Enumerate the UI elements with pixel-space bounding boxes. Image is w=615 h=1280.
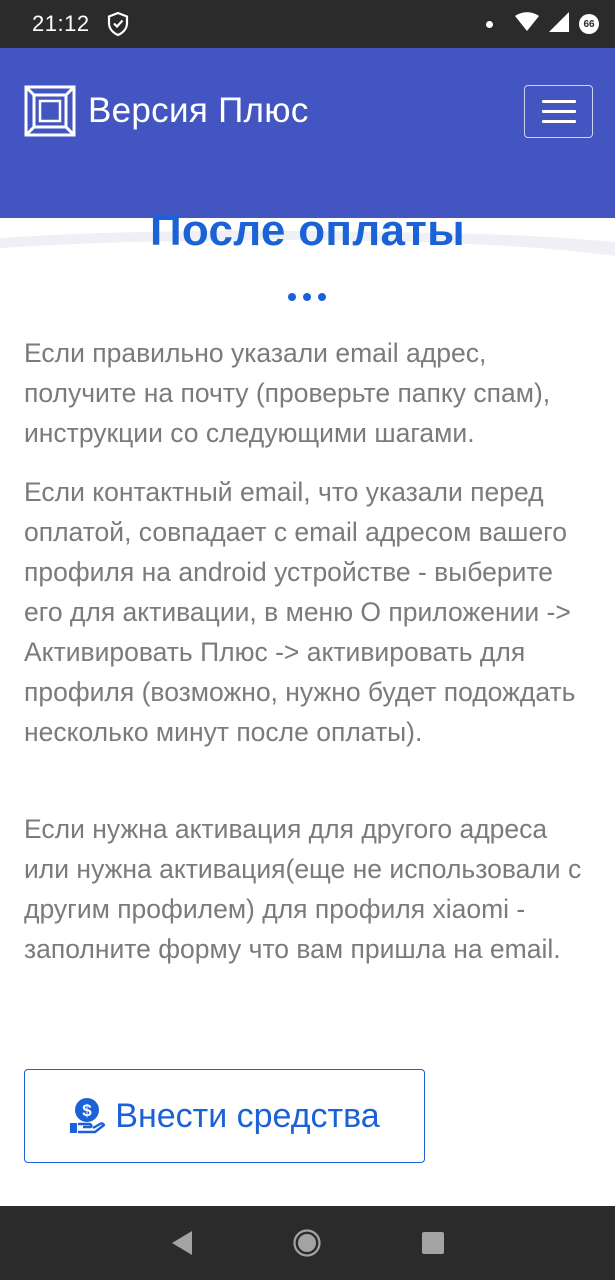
paragraph-android-activation: Если контактный email, что указали перед оплатой, совпадает с email адресом вашего профиля на android устройстве - выберите его для активации, в меню О приложении -> Активировать Плюс -> активировать для профиля (возможно, нужно будет подождать несколько минут после оплаты). — [24, 477, 576, 747]
paragraph-other-address: Если нужна активация для другого адреса или нужна активация(еще не использовали с другим профилем) для профиля xiaomi - заполните форму что вам пришла на email. — [24, 814, 582, 964]
hand-coin-dollar-icon — [69, 1097, 105, 1135]
status-icons — [486, 12, 599, 37]
deposit-funds-button[interactable] — [24, 1069, 425, 1163]
shield-icon — [106, 11, 130, 37]
status-time: 21:12 — [32, 11, 90, 36]
notification-dot-icon — [486, 21, 493, 28]
recents-square-icon[interactable] — [422, 1232, 444, 1254]
wifi-icon — [515, 12, 539, 37]
back-triangle-icon[interactable] — [170, 1230, 194, 1256]
status-bar — [0, 0, 615, 48]
home-circle-icon[interactable] — [293, 1229, 321, 1257]
dot — [303, 293, 311, 301]
battery-icon: 66 — [579, 14, 599, 34]
title-dots-decoration — [288, 293, 326, 301]
hamburger-menu-button[interactable] — [524, 85, 593, 138]
brand-name: Версия Плюс — [88, 91, 309, 130]
brand-link[interactable] — [24, 85, 309, 137]
hamburger-menu-bar — [542, 110, 576, 113]
android-nav-bar — [0, 1206, 615, 1280]
dot — [288, 293, 296, 301]
svg-text:$: $ — [82, 1101, 92, 1120]
dot — [318, 293, 326, 301]
square-frame-logo-icon — [24, 85, 76, 137]
site-header — [0, 48, 615, 218]
signal-icon — [549, 12, 569, 37]
paragraph-email-instructions: Если правильно указали email адрес, получите на почту (проверьте папку спам), инструкции со следующими шагами. — [24, 338, 551, 448]
hamburger-menu-bar — [542, 120, 576, 123]
hamburger-menu-icon — [542, 100, 576, 103]
deposit-funds-label: Внести средства — [115, 1096, 380, 1135]
page-title: После оплаты — [149, 206, 466, 255]
